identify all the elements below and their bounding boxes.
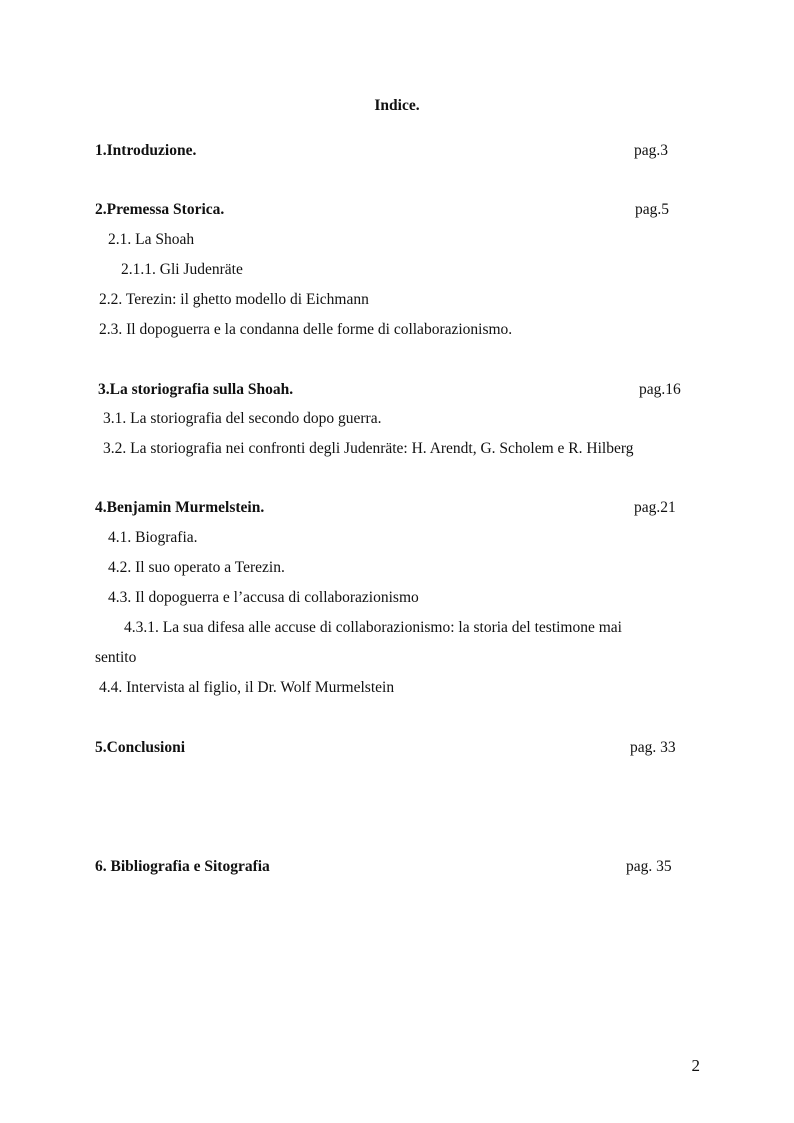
toc-entry-4-3-1-continued: sentito — [95, 649, 137, 666]
toc-entry-4-3: 4.3. Il dopoguerra e l’accusa di collaborazionismo — [108, 589, 419, 606]
toc-entry-4-2: 4.2. Il suo operato a Terezin. — [108, 559, 285, 576]
toc-entry-2-2: 2.2. Terezin: il ghetto modello di Eichmann — [99, 291, 369, 308]
toc-entry-2-label: 2.Premessa Storica. — [95, 201, 225, 218]
toc-entry-3-page: pag.16 — [639, 381, 681, 398]
toc-entry-1-page: pag.3 — [634, 142, 669, 159]
toc-entry-4-label: 4.Benjamin Murmelstein. — [95, 499, 265, 516]
toc-entry-4-4: 4.4. Intervista al figlio, il Dr. Wolf Murmelstein — [99, 679, 395, 696]
toc-entry-3-label: 3.La storiografia sulla Shoah. — [98, 381, 294, 398]
toc-entry-2-1: 2.1. La Shoah — [108, 231, 195, 248]
toc-entry-5-page: pag. 33 — [630, 739, 676, 756]
page-title: Indice. — [374, 97, 420, 114]
toc-entry-3-2: 3.2. La storiografia nei confronti degli Judenräte: H. Arendt, G. Scholem e R. Hilberg — [103, 440, 634, 457]
toc-entry-1-label: 1.Introduzione. — [95, 142, 197, 159]
toc-entry-4-page: pag.21 — [634, 499, 676, 516]
page-number: 2 — [691, 1056, 700, 1075]
toc-entry-2-3: 2.3. Il dopoguerra e la condanna delle forme di collaborazionismo. — [99, 321, 513, 338]
toc-entry-6-page: pag. 35 — [626, 858, 672, 875]
toc-entry-4-1: 4.1. Biografia. — [108, 529, 198, 546]
toc-entry-4-3-1: 4.3.1. La sua difesa alle accuse di collaborazionismo: la storia del testimone mai — [124, 619, 622, 636]
toc-entry-3-1: 3.1. La storiografia del secondo dopo guerra. — [103, 410, 382, 427]
toc-entry-6-label: 6. Bibliografia e Sitografia — [95, 858, 270, 875]
toc-entry-2-page: pag.5 — [635, 201, 670, 218]
toc-entry-5-label: 5.Conclusioni — [95, 739, 186, 756]
toc-entry-2-1-1: 2.1.1. Gli Judenräte — [121, 261, 243, 278]
